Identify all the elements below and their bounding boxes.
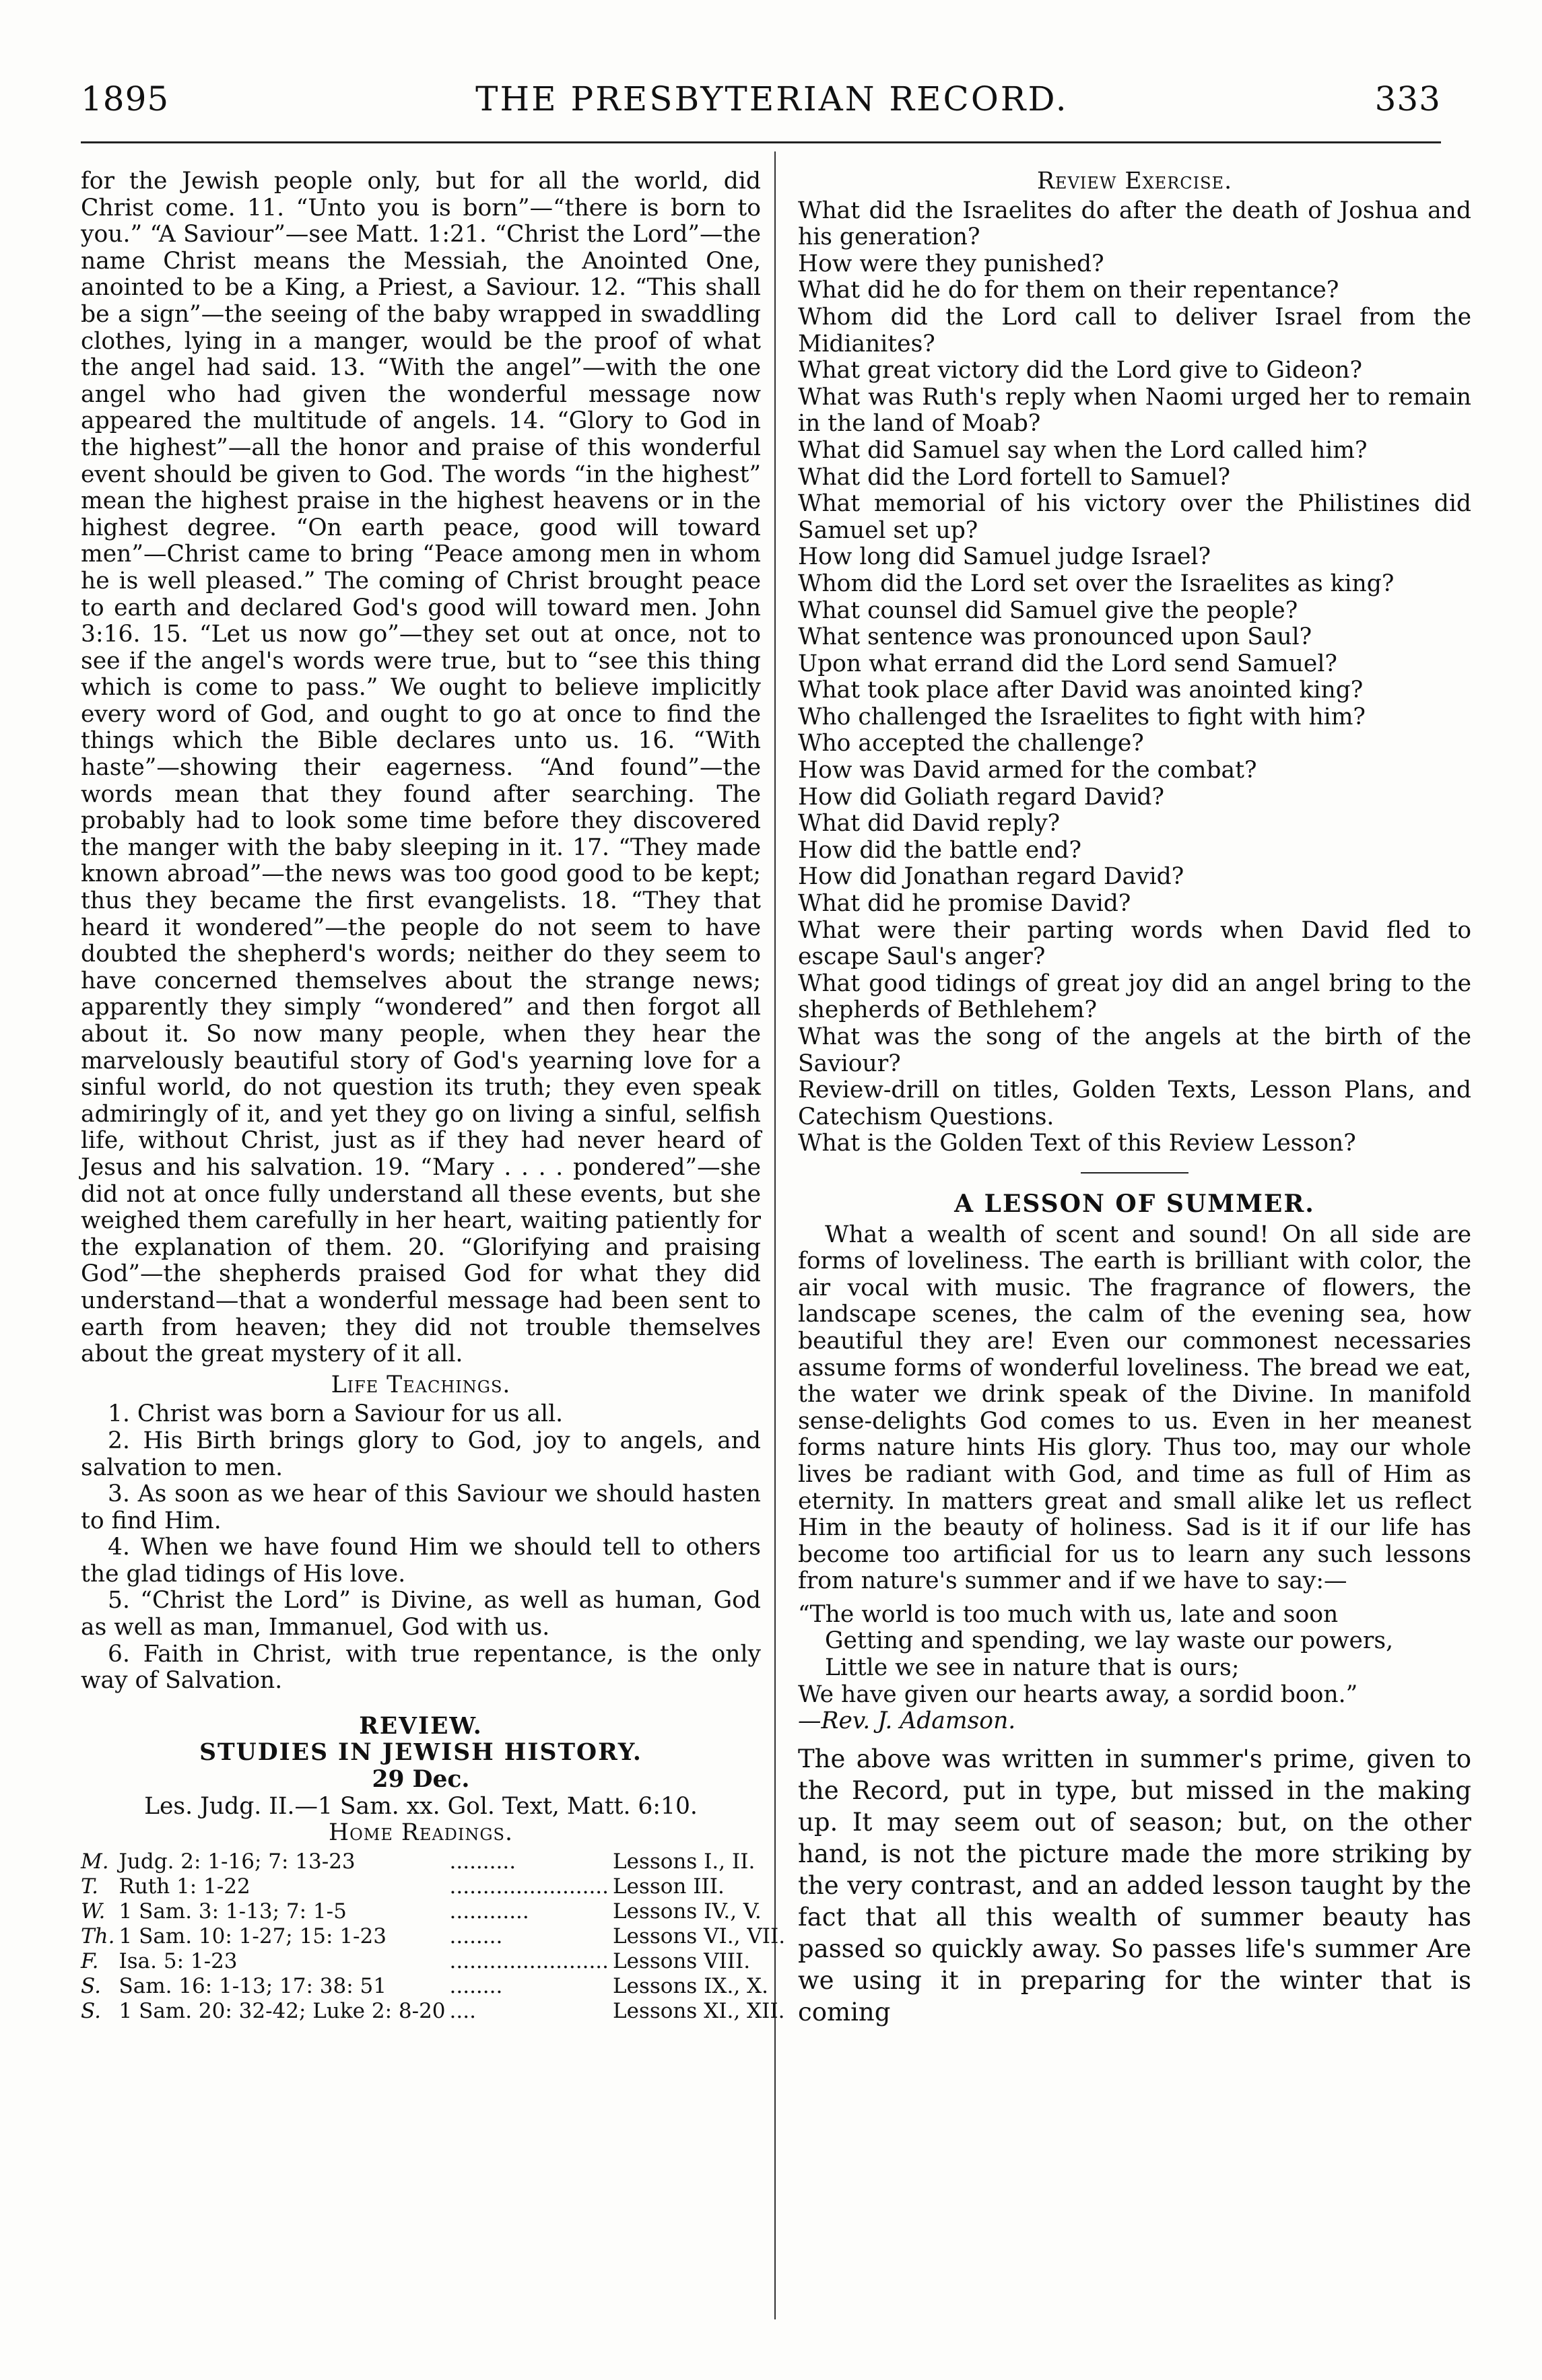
question-item: What memorial of his victory over the Philistines did Samuel set up? (798, 490, 1471, 544)
review-exercise-questions (798, 198, 1471, 1157)
reading-row (81, 1849, 789, 1874)
lesson-commentary: for the Jewish people only, but for all the world, did Christ come. 11. “Unto you is born”—“there is born to you.” “A Saviour”—see Matt. 1:21. “Christ the Lord”—the name Christ means the Messiah, the Anointed One, anointed to be a King, a Priest, a Saviour. 12. “This shall be a sign”—the seeing of the baby wrapped in swaddling clothes, lying in a manger, would be the proof of what the angel had said. 13. “With the angel”—with the one angel who had given the wonderful message now appeared the multitude of angels. 14. “Glory to God in the highest”—all the honor and praise of this wonderful event should be given to God. The words “in the highest” mean the highest praise in the highest heavens or in the highest degree. “On earth peace, good will toward men”—Christ came to bring “Peace among men in whom he is well pleased.” The coming of Christ brought peace to earth and declared God's good will toward men. John 3:16. 15. “Let us now go”—they set out at once, not to see if the angel's words were true, but to “see this thing which is come to pass.” We ought to believe implicitly every word of God, and ought to go at once to find the things which the Bible declares unto us. 16. “With haste”—showing their eagerness. “And found”—the words mean that they found after searching. The probably had to look some time before they discovered the manger with the baby sleeping in it. 17. “They made known abroad”—the news was too good good to be kept; thus they became the first evangelists. 18. “They that heard it wondered”—the people do not seem to have doubted the shepherd's words; neither do they seem to have concerned themselves about the strange news; apparently they simply “wondered” and then forgot all about it. So now many people, when they hear the marvelously beautiful story of God's yearning love for a sinful world, do not question its truth; they even speak admiringly of it, and yet they go on living a sinful, selfish life, without Christ, just as if they had never heard of Jesus and his salvation. 19. “Mary . . . . pondered”—she did not at once fully understand all these events, but she weighed them carefully in her heart, waiting patiently for the explanation of them. 20. “Glorifying and praising God”—the shepherds praised God for what they did understand—that a wonderful message had been sent to earth from heaven; they did not trouble themselves about the great mystery of it all. (81, 168, 761, 1368)
question-item: How were they punished? (798, 250, 1104, 277)
poem-line: Little we see in nature that is ours; (825, 1654, 1240, 1682)
reading-ref: 1 Sam. 10: 1-27; 15: 1-23 (119, 1924, 387, 1948)
reading-row (81, 1924, 789, 1949)
header-title: THE PRESBYTERIAN RECORD. (475, 79, 1069, 118)
home-readings-heading: Home Readings. (329, 1819, 513, 1847)
review-exercise-heading: Review Exercise. (1036, 168, 1233, 195)
reading-lessons: Lessons VIII. (613, 1948, 751, 1973)
reading-day: Th. (81, 1924, 115, 1948)
summer-article-title: A LESSON OF SUMMER. (954, 1189, 1315, 1218)
question-item: How did the battle end? (798, 836, 1082, 864)
life-teaching-item: 4. When we have found Him we should tell to others the glad tidings of His love. (81, 1534, 761, 1588)
life-teaching-item: 2. His Birth brings glory to God, joy to angels, and salvation to men. (81, 1427, 761, 1481)
review-date: 29 Dec. (372, 1766, 470, 1794)
left-column (81, 168, 786, 2024)
section-divider (1081, 1172, 1188, 1174)
reading-ref: Ruth 1: 1-22 (119, 1874, 250, 1899)
reading-lessons: Lessons I., II. (613, 1849, 756, 1874)
question-item: Whom did the Lord call to deliver Israel from the Midianites? (798, 303, 1471, 358)
question-item: What took place after David was anointed king? (798, 677, 1364, 704)
reading-lessons: Lessons IX., X. (613, 1973, 768, 1998)
poem-attribution: —Rev. J. Adamson. (798, 1707, 1016, 1735)
question-item: What did the Israelites do after the death of Joshua and his generation? (798, 197, 1471, 251)
reading-ref: 1 Sam. 3: 1-13; 7: 1-5 (119, 1899, 347, 1924)
review-lesson-line: Les. Judg. II.—1 Sam. xx. Gol. Text, Matt. 6:10. (144, 1792, 698, 1820)
question-item: How was David armed for the combat? (798, 757, 1257, 784)
question-item: Upon what errand did the Lord send Samuel? (798, 650, 1337, 677)
reading-leader: ............ (449, 1899, 529, 1924)
reading-row (81, 1949, 789, 1974)
question-item: Review-drill on titles, Golden Texts, Lesson Plans, and Catechism Questions. (798, 1077, 1471, 1130)
reading-day: W. (81, 1899, 106, 1924)
question-item: What was the song of the angels at the birth of the Saviour? (798, 1023, 1471, 1077)
life-teachings-heading: Life Teachings. (331, 1371, 511, 1398)
question-item: How did Jonathan regard David? (798, 863, 1184, 891)
question-item: What did the Lord fortell to Samuel? (798, 463, 1230, 491)
reading-leader: .... (449, 1998, 476, 2023)
review-heading: REVIEW. (359, 1712, 483, 1740)
life-teaching-item: 1. Christ was born a Saviour for us all. (108, 1400, 564, 1428)
header-page-number: 333 (1374, 79, 1441, 118)
home-readings-table (81, 1849, 789, 2024)
poem-line: Getting and spending, we lay waste our powers, (825, 1627, 1394, 1655)
summer-article-body: What a wealth of scent and sound! On all side are forms of loveliness. The earth is brilliant with color, the air vocal with music. The fragrance of flowers, the landscape scenes, the calm of the evening sea, how beautiful they are! Even our commonest necessaries assume forms of wonderful loveliness. The bread we eat, the water we drink speak of the Divine. In manifold sense-delights God comes to us. Even in her meanest forms nature hints His glory. Thus too, may our whole lives be radiant with God, and time as full of Him as eternity. In matters great and small alike let us reflect Him in the beauty of holiness. Sad is it if our life has become too artificial for us to learn any such lessons from nature's summer and if we have to say:— (798, 1221, 1471, 1595)
reading-ref: 1 Sam. 20: 32-42; Luke 2: 8-20 (119, 1998, 446, 2023)
closing-paragraph: The above was written in summer's prime, given to the Record, put in type, but missed in the making up. It may seem out of season; but, on the other hand, is not the picture made the more striking by the very contrast, and an added lesson taught by the fact that all this wealth of summer beauty has passed so quickly away. So passes life's summer Are we using it in preparing for the winter that is coming (798, 1744, 1471, 2027)
life-teaching-item: 3. As soon as we hear of this Saviour we should hasten to find Him. (81, 1481, 761, 1534)
reading-day: M. (81, 1849, 109, 1874)
reading-lessons: Lesson III. (613, 1874, 725, 1899)
header-rule (81, 141, 1441, 143)
life-teachings-list (81, 1401, 761, 1695)
question-item: Who accepted the challenge? (798, 730, 1144, 757)
question-item: What did he do for them on their repentance? (798, 277, 1339, 304)
life-teaching-item: 5. “Christ the Lord” is Divine, as well as human, God as well as man, Immanuel, God with us. (81, 1587, 761, 1641)
question-item: What good tidings of great joy did an angel bring to the shepherds of Bethlehem? (798, 970, 1471, 1024)
question-item: What was Ruth's reply when Naomi urged her to remain in the land of Moab? (798, 383, 1471, 438)
question-item: Whom did the Lord set over the Israelites as king? (798, 570, 1395, 597)
reading-leader: ........................ (449, 1948, 609, 1973)
question-item: What did he promise David? (798, 890, 1131, 918)
poem-line: “The world is too much with us, late and soon (798, 1600, 1339, 1628)
review-subheading: STUDIES IN JEWISH HISTORY. (199, 1739, 642, 1767)
reading-lessons: Lessons XI., XII. (613, 1998, 785, 2023)
question-item: What counsel did Samuel give the people? (798, 597, 1298, 624)
reading-ref: Judg. 2: 1-16; 7: 13-23 (119, 1849, 356, 1874)
question-item: Who challenged the Israelites to fight with him? (798, 703, 1366, 730)
poem-quote (798, 1602, 1471, 1735)
reading-row (81, 1874, 789, 1899)
running-head (81, 75, 1441, 123)
reading-day: S. (81, 1998, 101, 2023)
life-teaching-item: 6. Faith in Christ, with true repentance, is the only way of Salvation. (81, 1640, 761, 1695)
reading-lessons: Lessons IV., V. (613, 1899, 762, 1924)
reading-row (81, 1999, 789, 2024)
header-year: 1895 (81, 79, 170, 118)
question-item: What sentence was pronounced upon Saul? (798, 623, 1312, 651)
reading-ref: Sam. 16: 1-13; 17: 38: 51 (119, 1973, 387, 1998)
reading-day: F. (81, 1948, 99, 1973)
question-item: What were their parting words when David fled to escape Saul's anger? (798, 916, 1471, 971)
question-item: What did Samuel say when the Lord called him? (798, 436, 1368, 464)
reading-day: S. (81, 1973, 101, 1998)
question-item: How long did Samuel judge Israel? (798, 543, 1211, 571)
reading-leader: .......... (449, 1849, 516, 1874)
poem-line: We have given our hearts away, a sordid boon.” (798, 1680, 1358, 1708)
question-item: What great victory did the Lord give to Gideon? (798, 357, 1362, 384)
reading-row (81, 1974, 789, 1999)
reading-day: T. (81, 1874, 98, 1899)
reading-leader: ........................ (449, 1874, 609, 1899)
reading-ref: Isa. 5: 1-23 (119, 1948, 238, 1973)
right-column (798, 168, 1471, 2028)
reading-lessons: Lessons VI., VII. (613, 1924, 786, 1948)
question-item: How did Goliath regard David? (798, 783, 1164, 811)
question-item: What did David reply? (798, 810, 1061, 838)
reading-leader: ........ (449, 1924, 503, 1948)
question-item: What is the Golden Text of this Review Lesson? (798, 1130, 1356, 1157)
reading-leader: ........ (449, 1973, 503, 1998)
reading-row (81, 1899, 789, 1924)
